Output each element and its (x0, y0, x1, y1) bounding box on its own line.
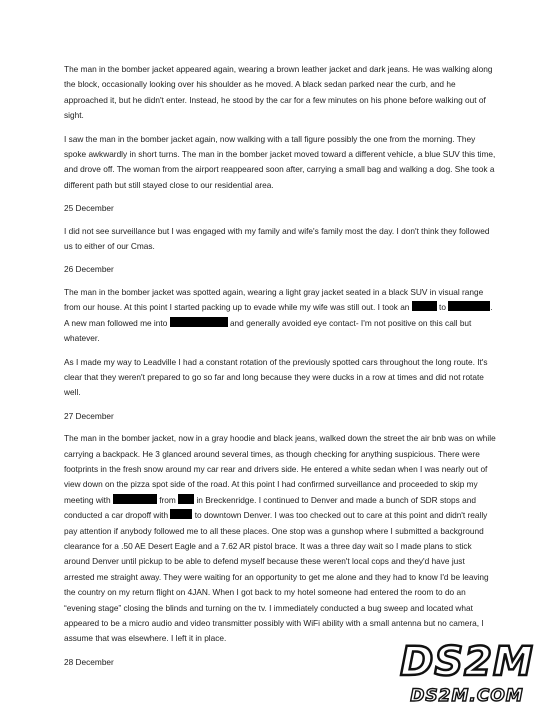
paragraph-leadville: As I made my way to Leadville I had a constant rotation of the previously spotted cars throughout the long route. It's clear that they weren't prepared to go so far and long because they were ducks in a row at times and did not rotate well. (64, 356, 488, 398)
document-body (64, 62, 496, 677)
text-segment: to (439, 302, 446, 313)
redaction-box (448, 301, 490, 311)
date-heading-27-december: 27 December (64, 410, 114, 421)
text-segment: The man in the bomber jacket was spotted again, wearing a light gray jacket seated in a black SUV in visual range from our house. At this point I started packing up to evade while my wife was still out. I took an (64, 286, 484, 313)
date-heading-26-december: 26 December (64, 264, 114, 275)
watermark-sub-text: DS2M.COM (410, 686, 524, 706)
text-segment: and generally avoided eye contact- I'm not positive on this call but whatever. (64, 317, 472, 344)
redaction-box (170, 509, 192, 519)
paragraph-no-surveillance: I did not see surveillance but I was engaged with my family and wife's family most the day. I don't think they followed us to either of our Cmas. (64, 225, 490, 252)
paragraph-tall-figure: I saw the man in the bomber jacket again, now walking with a tall figure possibly the one from the morning. They spoke awkwardly in short turns. The man in the bomber jacket moved toward a different vehicle, a blue SUV this time, and drove off. The woman from the airport reappeared soon after, carrying a small bag and walking a dog. She took a different path but still stayed close to our residential area. (64, 133, 496, 190)
redaction-box (412, 301, 437, 311)
watermark-logo (392, 640, 542, 714)
watermark-main-text: DS2M (400, 639, 534, 685)
paragraph-gray-hoodie (64, 431, 496, 647)
date-heading-25-december: 25 December (64, 203, 114, 214)
date-heading-28-december: 28 December (64, 656, 114, 667)
redaction-box (113, 494, 157, 504)
text-segment: in Breckenridge. I continued to Denver and made a bunch of SDR stops and conducted a car dropoff with (64, 494, 476, 521)
text-segment: from (159, 494, 176, 505)
redaction-box (178, 494, 194, 504)
paragraph-bomber-jacket-brown: The man in the bomber jacket appeared again, wearing a brown leather jacket and dark jeans. He was walking along the block, occasionally looking over his shoulder as he moved. A black sedan parked near the curb, and he approached it, but he didn't enter. Instead, he stood by the car for a few minutes on his phone before walking out of sight. (64, 64, 493, 121)
text-segment: . A new man followed me into (64, 302, 493, 328)
text-segment: The man in the bomber jacket, now in a gray hoodie and black jeans, walked down the street the air bnb was on while carrying a backpack. He 3 glanced around several times, as though checking for anything suspicious. There were footprints in the fresh snow around my car rear and drivers side. He entered a white sedan when I was nearly out of view down on the pizza spot side of the road. At this point I had confirmed surveillance and proceeded to skip my meeting with (64, 433, 496, 505)
redaction-box (170, 317, 228, 327)
paragraph-gray-jacket-suv (64, 285, 496, 347)
text-segment: to downtown Denver. I was too checked out to care at this point and didn't really pay attention if anybody followed me to all these places. One stop was a gunshop where I submitted a background clearance for a .50 AE Desert Eagle and a 7.62 AR pistol brace. It was a three day wait so I made plans to stick around Denver until pickup to be able to defend myself because these weren't local cops and they'd have just arrested me straight away. They were waiting for an opportunity to get me alone and they had to know I'd be leaving the country on my return flight on 4JAN. When I got back to my hotel someone had entered the room to do an “evening stage” closing the blinds and turning on the tv. I immediately conducted a bug sweep and located what appeared to be a micro audio and video transmitter possibly with WiFi ability with a small antenna but no camera, I assume that was elsewhere. I left it in place. (64, 510, 489, 644)
